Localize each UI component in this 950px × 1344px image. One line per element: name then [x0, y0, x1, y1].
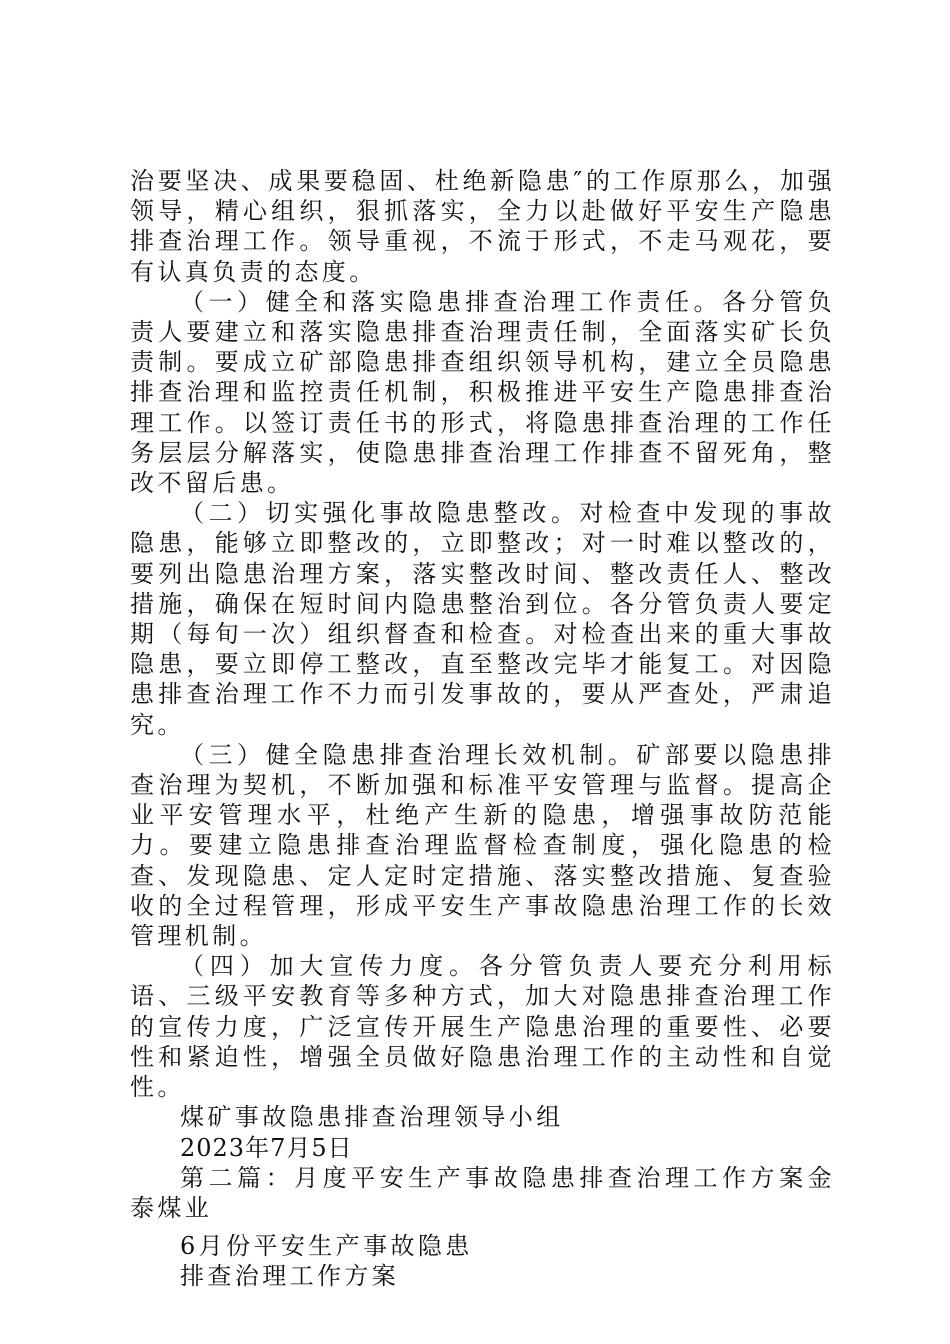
paragraph-intro-continuation: 治要坚决、成果要稳固、杜绝新隐患″的工作原那么，加强领导，精心组织，狠抓落实，全力以赴做好平安生产隐患排查治理工作。领导重视，不流于形式，不走马观花，要有认真负责的态度。: [130, 167, 835, 286]
paragraph-section-1: （一）健全和落实隐患排查治理工作责任。各分管负责人要建立和落实隐患排查治理责任制，全面落实矿长负责制。要成立矿部隐患排查组织领导机构，建立全员隐患排查治理和监控责任机制，积极推进平安生产隐患排查治理工作。以签订责任书的形式，将隐患排查治理的工作任务层层分解落实，使隐患排查治理工作排查不留死角，整改不留后患。: [130, 287, 835, 498]
spacer: [130, 1223, 835, 1231]
paragraph-section-2: （二）切实强化事故隐患整改。对检查中发现的事故隐患，能够立即整改的，立即整改；对一时难以整改的，要列出隐患治理方案，落实整改时间、整改责任人、整改措施，确保在短时间内隐患整治到位。各分管负责人要定期（每旬一次）组织督查和检查。对检查出来的重大事故隐患，要立即停工整改，直至整改完毕才能复工。对因隐患排查治理工作不力而引发事故的，要从严查处，严肃追究。: [130, 499, 835, 739]
signature-organization: 煤矿事故隐患排查治理领导小组: [180, 1103, 564, 1132]
signature-date: 2023年7月5日: [180, 1133, 353, 1162]
document-page: [130, 166, 835, 1292]
paragraph-section-3: （三）健全隐患排查治理长效机制。矿部要以隐患排查治理为契机，不断加强和标准平安管理与监督。提高企业平安管理水平，杜绝产生新的隐患，增强事故防范能力。要建立隐患排查治理监督检查制度，强化隐患的检查、发现隐患、定人定时定措施、落实整改措施、复查验收的全过程管理，形成平安生产事故隐患治理工作的长效管理机制。: [130, 740, 835, 951]
plan-title-line-1: 6月份平安生产事故隐患: [180, 1232, 473, 1261]
plan-title-line-2: 排查治理工作方案: [180, 1262, 400, 1291]
second-article-title: 第二篇：月度平安生产事故隐患排查治理工作方案金泰煤业: [130, 1163, 835, 1222]
paragraph-section-4: （四）加大宣传力度。各分管负责人要充分利用标语、三级平安教育等多种方式，加大对隐患排查治理工作的宣传力度，广泛宣传开展生产隐患治理的重要性、必要性和紧迫性，增强全员做好隐患治理工作的主动性和自觉性。: [130, 952, 835, 1102]
